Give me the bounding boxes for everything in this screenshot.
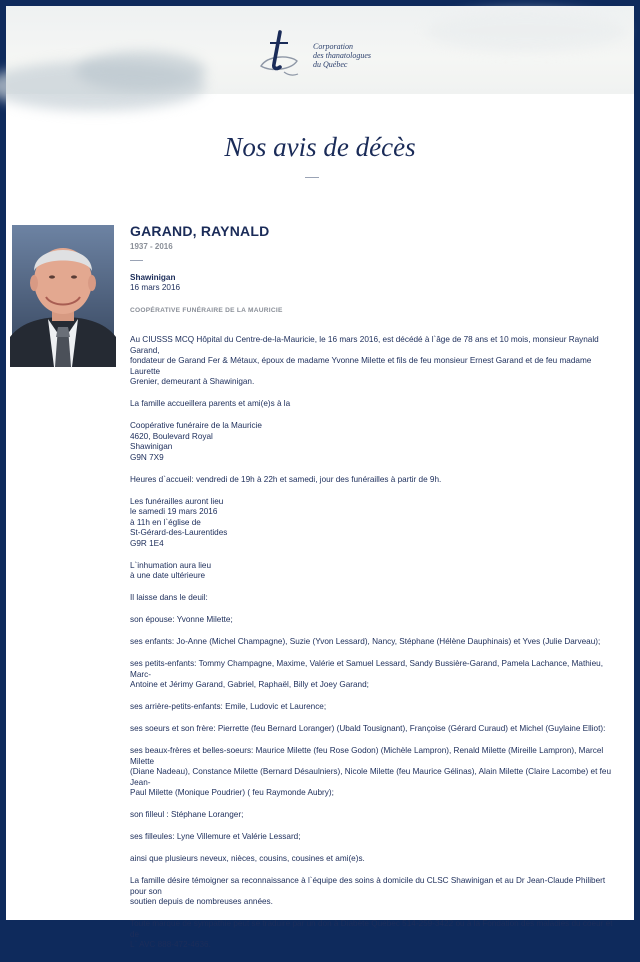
paragraph-line: Antoine et Jérimy Garand, Gabriel, Raphaël, Billy et Joey Garand; [130,680,369,689]
paragraph-line: ses soeurs et son frère: Pierrette (feu Bernard Loranger) (Ubald Tousignant), Françoise (Gérard Curaud) et Michel (Guylaine Elliot): [130,724,606,733]
paragraph-line: ses beaux-frères et belles-soeurs: Maurice Milette (feu Rose Godon) (Michèle Lampron), Renald Milette (Mireille Lampron), Marcel Milette [130,746,604,766]
obituary-paragraph [130,702,620,713]
paragraph-line: Grenier, demeurant à Shawinigan. [130,377,255,386]
page [6,6,634,949]
funeral-home-link[interactable]: COOPÉRATIVE FUNÉRAIRE DE LA MAURICIE [130,306,283,314]
obituary-paragraph [130,561,620,582]
deceased-portrait [12,225,114,367]
paragraph-line: à une date ultérieure [130,571,206,580]
obituary-paragraph [130,335,620,388]
obituary-paragraph [130,421,620,463]
obituary-content [130,222,620,962]
cloud-decoration [426,11,626,51]
obituary-paragraph [130,746,620,799]
paragraph-line: fondateur de Garand Fer & Métaux, époux de madame Yvonne Milette et fils de feu monsieur Ernest Garand et de feu madame Laurette [130,356,592,376]
paragraph-line: L` AVC 888-472-4636. [130,940,211,949]
paragraph-line: à 11h en l`église de [130,517,201,527]
obituary-paragraph [130,832,620,843]
paragraph-line: Les funérailles auront lieu [130,496,224,506]
header-banner [6,6,634,94]
paragraph-line: (Diane Nadeau), Constance Milette (Bernard Désaulniers), Nicole Milette (feu Maurice Gélinas), Alain Milette (Claire Lacombe) et feu Jean- [130,767,611,787]
death-date: 16 mars 2016 [130,283,181,292]
paragraph-line: G9R 1E4 [130,538,164,548]
paragraph-line: soutien depuis de nombreuses années. [130,897,273,906]
paragraph-line: ainsi que plusieurs neveux, nièces, cousins, cousines et ami(e)s. [130,854,365,863]
paragraph-line: Paul Milette (Monique Poudrier) ( feu Raymonde Aubry); [130,788,334,797]
corporation-logo[interactable] [258,28,388,78]
obituary-paragraph [130,854,620,865]
paragraph-line: La famille désire témoigner sa reconnaissance à l`équipe des soins à domicile du CLSC Shawinigan et au Dr Jean-Claude Philibert pour son [130,876,606,896]
paragraph-line: Coopérative funéraire de la Mauricie [130,421,262,430]
obituary-paragraph [130,919,620,951]
paragraph-line: G9N 7X9 [130,452,164,462]
paragraph-line: son filleul : Stéphane Loranger; [130,810,244,819]
paragraph-line: La famille accueillera parents et ami(e)s à la [130,399,291,408]
city: Shawinigan [130,272,176,282]
deceased-name: GARAND, RAYNALD [130,223,270,239]
obituary-paragraph [130,475,620,486]
paragraph-line: le samedi 19 mars 2016 [130,507,218,516]
cloud-decoration [76,51,206,91]
paragraph-line: Heures d`accueil: vendredi de 19h à 22h et samedi, jour des funérailles à partir de 9h. [130,474,442,484]
paragraph-line: Shawinigan [130,442,173,451]
paragraph-line: ses filleules: Lyne Villemure et Valérie Lessard; [130,832,301,841]
paragraph-line: Au CIUSSS MCQ Hôpital du Centre-de-la-Mauricie, le 16 mars 2016, est décédé à l`âge de 78 ans et 10 mois, monsieur Raynald Garand, [130,335,599,355]
obituary-paragraph [130,615,620,626]
obituary-paragraph [130,876,620,908]
paragraph-line: ses enfants: Jo-Anne (Michel Champagne), Suzie (Yvon Lessard), Nancy, Stéphane (Hélène Dauphinais) et Yves (Julie Darveau); [130,637,601,646]
obituary-paragraph [130,497,620,550]
paragraph-line: son épouse: Yvonne Milette; [130,615,233,624]
paragraph-line: 4620, Boulevard Royal [130,431,213,441]
obituary-body [130,335,620,951]
paragraph-line: ses petits-enfants: Tommy Champagne, Maxime, Valérie et Samuel Lessard, Sandy Bussière-Garand, Pamela Lachance, Mathieu, Marc- [130,659,603,679]
obituary-paragraph [130,659,620,691]
obituary-paragraph [130,637,620,648]
paragraph-line: ses arrière-petits-enfants: Emile, Ludovic et Laurence; [130,702,327,711]
paragraph-line: Toute marque de sympathie peut se traduire par un don à Diabète Québec 514-259-3422 ou à la Fondation des maladies du coeur et de [130,919,613,939]
obituary-paragraph [130,810,620,821]
name-divider [130,260,143,261]
paragraph-line: Il laisse dans le deuil: [130,593,208,602]
paragraph-line: St-Gérard-des-Laurentides [130,528,228,537]
paragraph-line: L`inhumation aura lieu [130,560,212,570]
life-years: 1937 - 2016 [130,242,173,251]
page-title: Nos avis de décès [224,132,416,162]
tq-monogram-icon [258,28,302,78]
obituary-paragraph [130,724,620,735]
obituary-paragraph [130,593,620,604]
title-divider [305,177,319,178]
obituary-paragraph [130,399,620,410]
logo-text: Corporation des thanatologues du Québec [313,42,371,69]
